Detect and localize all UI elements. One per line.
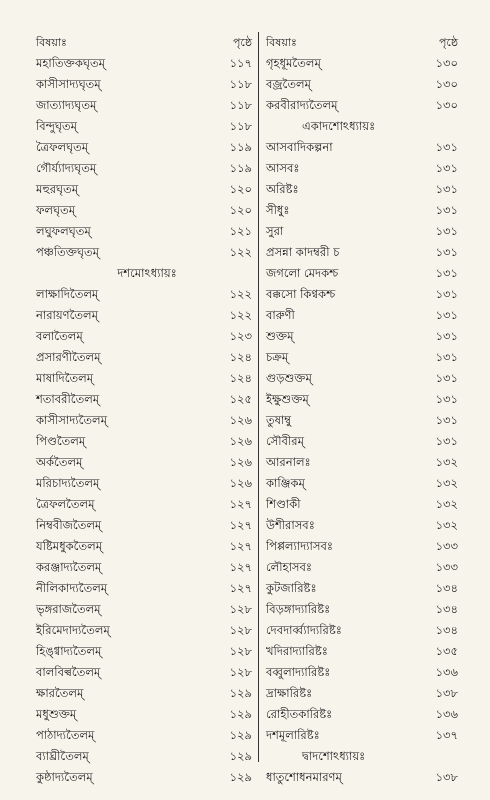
- entry-name: নিম্ববীজতৈলম্: [36, 518, 102, 532]
- entry-name: ত্রৈফলতৈলম্: [36, 497, 95, 511]
- index-entry: [262, 95, 458, 116]
- index-entry: [36, 326, 258, 347]
- index-entry: [36, 683, 258, 704]
- index-entry: [36, 116, 258, 137]
- index-entry: [36, 410, 258, 431]
- entry-page: ১১৯: [229, 140, 252, 154]
- entry-page: ১৩১: [435, 308, 458, 322]
- index-entry: [262, 137, 458, 158]
- index-entry: [36, 221, 258, 242]
- index-entry: [36, 305, 258, 326]
- subject-header: বিষয়াঃ: [266, 36, 297, 49]
- entry-name: ত্রৈফলঘৃতম্: [36, 140, 89, 154]
- entry-name: ইক্ষুশুক্তম্: [266, 392, 309, 406]
- entry-page: ১২০: [229, 203, 252, 217]
- entry-name: মাষাদিতৈলম্: [36, 371, 94, 385]
- chapter-heading: [36, 263, 258, 284]
- entry-page: ১২৭: [229, 518, 252, 532]
- entry-page: ১১৮: [229, 119, 252, 133]
- index-entry: [36, 53, 258, 74]
- entry-page: ১৩১: [435, 371, 458, 385]
- entry-name: বক্কসো কিণ্বকশ্চ: [266, 287, 336, 301]
- entry-page: ১২৯: [229, 728, 252, 742]
- index-entry: [36, 137, 258, 158]
- page-header: পৃষ্ঠে: [232, 36, 252, 49]
- index-entry: [262, 599, 458, 620]
- entry-page: ১২৯: [229, 707, 252, 721]
- index-entry: [262, 683, 458, 704]
- entry-page: ১৩৩: [435, 539, 458, 553]
- entry-page: ১৩৬: [435, 707, 458, 721]
- index-entry: [36, 704, 258, 725]
- entry-name: ইরিমেদাদ্যতৈলম্: [36, 623, 110, 637]
- entry-name: সীধুঃ: [266, 203, 290, 217]
- entry-page: ১৩৮: [435, 686, 458, 700]
- entry-name: বারুণী: [266, 308, 295, 322]
- entry-page: ১২১: [229, 224, 252, 238]
- index-entry: [262, 200, 458, 221]
- entry-name: বব্বুলাদ্যারিষ্টঃ: [266, 665, 331, 679]
- entry-name: নারায়ণতৈলম্: [36, 308, 99, 322]
- column-header: [36, 32, 258, 53]
- index-entry: [36, 431, 258, 452]
- entry-name: হিঙ্গ্বাদ্যতৈলম্: [36, 644, 102, 658]
- index-entry: [36, 662, 258, 683]
- index-entry: [262, 179, 458, 200]
- index-entry: [36, 599, 258, 620]
- entry-page: ১৩৪: [435, 581, 458, 595]
- entry-name: লৌহাসবঃ: [266, 560, 313, 574]
- index-entry: [36, 767, 258, 788]
- index-entry: [262, 431, 458, 452]
- entry-page: ১৩১: [435, 203, 458, 217]
- entry-page: ১২৩: [229, 329, 252, 343]
- entry-page: ১৩১: [435, 182, 458, 196]
- index-entry: [36, 494, 258, 515]
- index-entry: [36, 242, 258, 263]
- subject-header: বিষয়াঃ: [36, 36, 67, 49]
- index-entry: [262, 704, 458, 725]
- entry-name: শতাবরীতৈলম্: [36, 392, 100, 406]
- entry-page: ১৩১: [435, 245, 458, 259]
- entry-page: ১৩৬: [435, 665, 458, 679]
- entry-name: পিণ্ডতৈলম্: [36, 434, 86, 448]
- chapter-title: একাদশোঽধ্যায়ঃ: [302, 119, 376, 133]
- page-header: পৃষ্ঠে: [438, 36, 458, 49]
- entry-page: ১২৮: [229, 665, 252, 679]
- entry-page: ১১৮: [229, 77, 252, 91]
- index-entry: [262, 473, 458, 494]
- index-entry: [36, 200, 258, 221]
- entry-page: ১৩১: [435, 224, 458, 238]
- index-entry: [262, 515, 458, 536]
- entry-name: ধাতুশোধনমারণম্: [266, 770, 342, 784]
- entry-name: দেবদার্ব্ব্যাদ্যরিষ্টঃ: [266, 623, 342, 637]
- entry-name: চক্রম্: [266, 350, 289, 364]
- entry-name: লাক্ষাদিতৈলম্: [36, 287, 99, 301]
- entry-name: পঞ্চতিক্তঘৃতম্: [36, 245, 100, 259]
- entry-name: তুষাম্বু: [266, 413, 292, 427]
- entry-name: বজ্রতৈলম্: [266, 77, 311, 91]
- index-entry: [36, 578, 258, 599]
- index-entry: [36, 725, 258, 746]
- index-entry: [36, 347, 258, 368]
- entry-page: ১২৪: [229, 371, 252, 385]
- entry-page: ১১৭: [229, 56, 252, 70]
- entry-name: ফলঘৃতম্: [36, 203, 76, 217]
- entry-name: প্রসারণীতৈলম্: [36, 350, 101, 364]
- index-entry: [36, 641, 258, 662]
- entry-page: ১৩০: [435, 98, 458, 112]
- index-entry: [262, 326, 458, 347]
- index-entry: [262, 452, 458, 473]
- entry-page: ১৩৩: [435, 560, 458, 574]
- index-entry: [36, 284, 258, 305]
- entry-name: শিণ্ডাকী: [266, 497, 301, 511]
- entry-name: কুটজারিষ্টঃ: [266, 581, 317, 595]
- entry-page: ১২৪: [229, 350, 252, 364]
- index-entry: [36, 620, 258, 641]
- left-column: [36, 32, 259, 784]
- entry-page: ১২৮: [229, 602, 252, 616]
- entry-page: ১২৭: [229, 560, 252, 574]
- entry-page: ১২৭: [229, 581, 252, 595]
- entry-name: কুষ্ঠাদ্যতৈলম্: [36, 770, 93, 784]
- entry-name: সৌবীরম্: [266, 434, 304, 448]
- index-entry: [262, 221, 458, 242]
- entry-page: ১৩১: [435, 329, 458, 343]
- entry-name: কাঞ্জিকম্: [266, 476, 305, 490]
- entry-name: প্রসন্না কাদম্বরী চ: [266, 245, 340, 259]
- entry-name: মধুশুক্তম্: [36, 707, 77, 721]
- entry-name: দ্রাক্ষারিষ্টঃ: [266, 686, 313, 700]
- right-column: [262, 32, 458, 788]
- entry-name: অরিষ্টঃ: [266, 182, 299, 196]
- entry-page: ১২৮: [229, 644, 252, 658]
- index-entry: [36, 452, 258, 473]
- entry-page: ১৩০: [435, 77, 458, 91]
- entry-page: ১১৯: [229, 161, 252, 175]
- entry-name: বিড়ঙ্গাদ্যারিষ্টঃ: [266, 602, 331, 616]
- entry-page: ১৩১: [435, 350, 458, 364]
- entry-name: রোহীতকারিষ্টঃ: [266, 707, 333, 721]
- entry-page: ১২৬: [229, 476, 252, 490]
- index-entry: [262, 389, 458, 410]
- index-entry: [262, 641, 458, 662]
- index-entry: [262, 620, 458, 641]
- entry-name: বালবিল্বতৈলম্: [36, 665, 101, 679]
- entry-page: ১৩৫: [435, 644, 458, 658]
- entry-page: ১২৭: [229, 497, 252, 511]
- entry-name: মরিচাদ্যতৈলম্: [36, 476, 100, 490]
- entry-name: খদিরাদ্যারিষ্টঃ: [266, 644, 328, 658]
- entry-name: বিন্দুঘৃতম্: [36, 119, 78, 133]
- entry-name: মহাতিক্তকঘৃতম্: [36, 56, 106, 70]
- entry-page: ১২৫: [229, 392, 252, 406]
- index-entry: [36, 536, 258, 557]
- entry-page: ১৩২: [435, 476, 458, 490]
- entry-name: গৌর্য্যাদ্যঘৃতম্: [36, 161, 97, 175]
- entry-name: ক্ষারতৈলম্: [36, 686, 84, 700]
- entry-name: নীলিকাদ্যতৈলম্: [36, 581, 108, 595]
- entry-name: দশমূলারিষ্টঃ: [266, 728, 320, 742]
- index-entry: [36, 746, 258, 767]
- entry-name: পাঠাদ্যতৈলম্: [36, 728, 95, 742]
- entry-name: আরনালঃ: [266, 455, 311, 469]
- entry-page: ১২৬: [229, 455, 252, 469]
- entry-page: ১৩৪: [435, 602, 458, 616]
- index-entry: [36, 515, 258, 536]
- entry-page: ১২৯: [229, 749, 252, 763]
- index-entry: [262, 557, 458, 578]
- entry-page: ১৩১: [435, 287, 458, 301]
- column-header: [262, 32, 458, 53]
- entry-name: কাসীসাদ্যঘৃতম্: [36, 77, 101, 91]
- entry-page: ১৩২: [435, 455, 458, 469]
- index-entry: [262, 494, 458, 515]
- chapter-heading: [262, 116, 458, 137]
- entry-name: উশীরাসবঃ: [266, 518, 315, 532]
- entry-page: ১২৮: [229, 623, 252, 637]
- entry-name: আসবাদিকল্পনা: [266, 140, 333, 154]
- index-entry: [262, 767, 458, 788]
- entry-name: লঘুফলঘৃতম্: [36, 224, 91, 238]
- index-entry: [36, 74, 258, 95]
- index-entry: [262, 578, 458, 599]
- entry-name: বলাতৈলম্: [36, 329, 83, 343]
- index-entry: [262, 263, 458, 284]
- index-entry: [36, 158, 258, 179]
- index-entry: [36, 368, 258, 389]
- entry-name: ভৃঙ্গরাজতৈলম্: [36, 602, 101, 616]
- entry-page: ১৩২: [435, 497, 458, 511]
- entry-name: গুড়শুক্তম্: [266, 371, 312, 385]
- entry-page: ১৩০: [435, 56, 458, 70]
- entry-page: ১২২: [229, 308, 252, 322]
- entry-name: গৃহধূমতৈলম্: [266, 56, 321, 70]
- entry-page: ১৩২: [435, 518, 458, 532]
- entry-name: সুরা: [266, 224, 284, 238]
- entry-name: ব্যাঘ্রীতৈলম্: [36, 749, 89, 763]
- index-entry: [262, 53, 458, 74]
- entry-name: যষ্টিমধুকতৈলম্: [36, 539, 103, 553]
- entry-name: শুক্তম্: [266, 329, 294, 343]
- entry-page: ১১৮: [229, 98, 252, 112]
- entry-name: জাত্যাদ্যঘৃতম্: [36, 98, 97, 112]
- entry-page: ১২৬: [229, 434, 252, 448]
- chapter-heading: [262, 746, 458, 767]
- entry-name: জগলো মেদকশ্চ: [266, 266, 339, 280]
- entry-name: মহুরঘৃতম্: [36, 182, 79, 196]
- entry-page: ১৩১: [435, 392, 458, 406]
- entry-page: ১২০: [229, 182, 252, 196]
- entry-page: ১৩৭: [435, 728, 458, 742]
- entry-page: ১২৯: [229, 686, 252, 700]
- index-entry: [36, 179, 258, 200]
- index-entry: [262, 284, 458, 305]
- chapter-title: দশমোঽধ্যায়ঃ: [117, 266, 177, 280]
- index-entry: [262, 725, 458, 746]
- index-entry: [262, 305, 458, 326]
- entry-name: করঞ্জাদ্যতৈলম্: [36, 560, 102, 574]
- index-entry: [36, 95, 258, 116]
- index-entry: [262, 536, 458, 557]
- index-entry: [262, 242, 458, 263]
- index-entry: [262, 74, 458, 95]
- entry-page: ১৩১: [435, 413, 458, 427]
- entry-page: ১৩১: [435, 140, 458, 154]
- entry-name: অর্কতৈলম্: [36, 455, 83, 469]
- entry-page: ১২২: [229, 245, 252, 259]
- index-entry: [262, 347, 458, 368]
- entry-page: ১২৬: [229, 413, 252, 427]
- entry-name: কাসীসাদ্যতৈলম্: [36, 413, 107, 427]
- entry-name: পিপ্পল্যাদ্যাসবঃ: [266, 539, 333, 553]
- index-entry: [262, 158, 458, 179]
- entry-page: ১৩৮: [435, 770, 458, 784]
- entry-page: ১৩১: [435, 434, 458, 448]
- entry-page: ১৩১: [435, 266, 458, 280]
- index-entry: [36, 473, 258, 494]
- entry-name: আসবঃ: [266, 161, 300, 175]
- entry-page: ১৩১: [435, 161, 458, 175]
- index-entry: [36, 389, 258, 410]
- entry-page: ১২৯: [229, 770, 252, 784]
- chapter-title: দ্বাদশোঽধ্যায়ঃ: [302, 749, 366, 763]
- entry-page: ১২৭: [229, 539, 252, 553]
- entry-page: ১২২: [229, 287, 252, 301]
- index-entry: [36, 557, 258, 578]
- index-entry: [262, 662, 458, 683]
- index-entry: [262, 410, 458, 431]
- entry-page: ১৩৪: [435, 623, 458, 637]
- index-entry: [262, 368, 458, 389]
- entry-name: করবীরাদ্যতৈলম্: [266, 98, 338, 112]
